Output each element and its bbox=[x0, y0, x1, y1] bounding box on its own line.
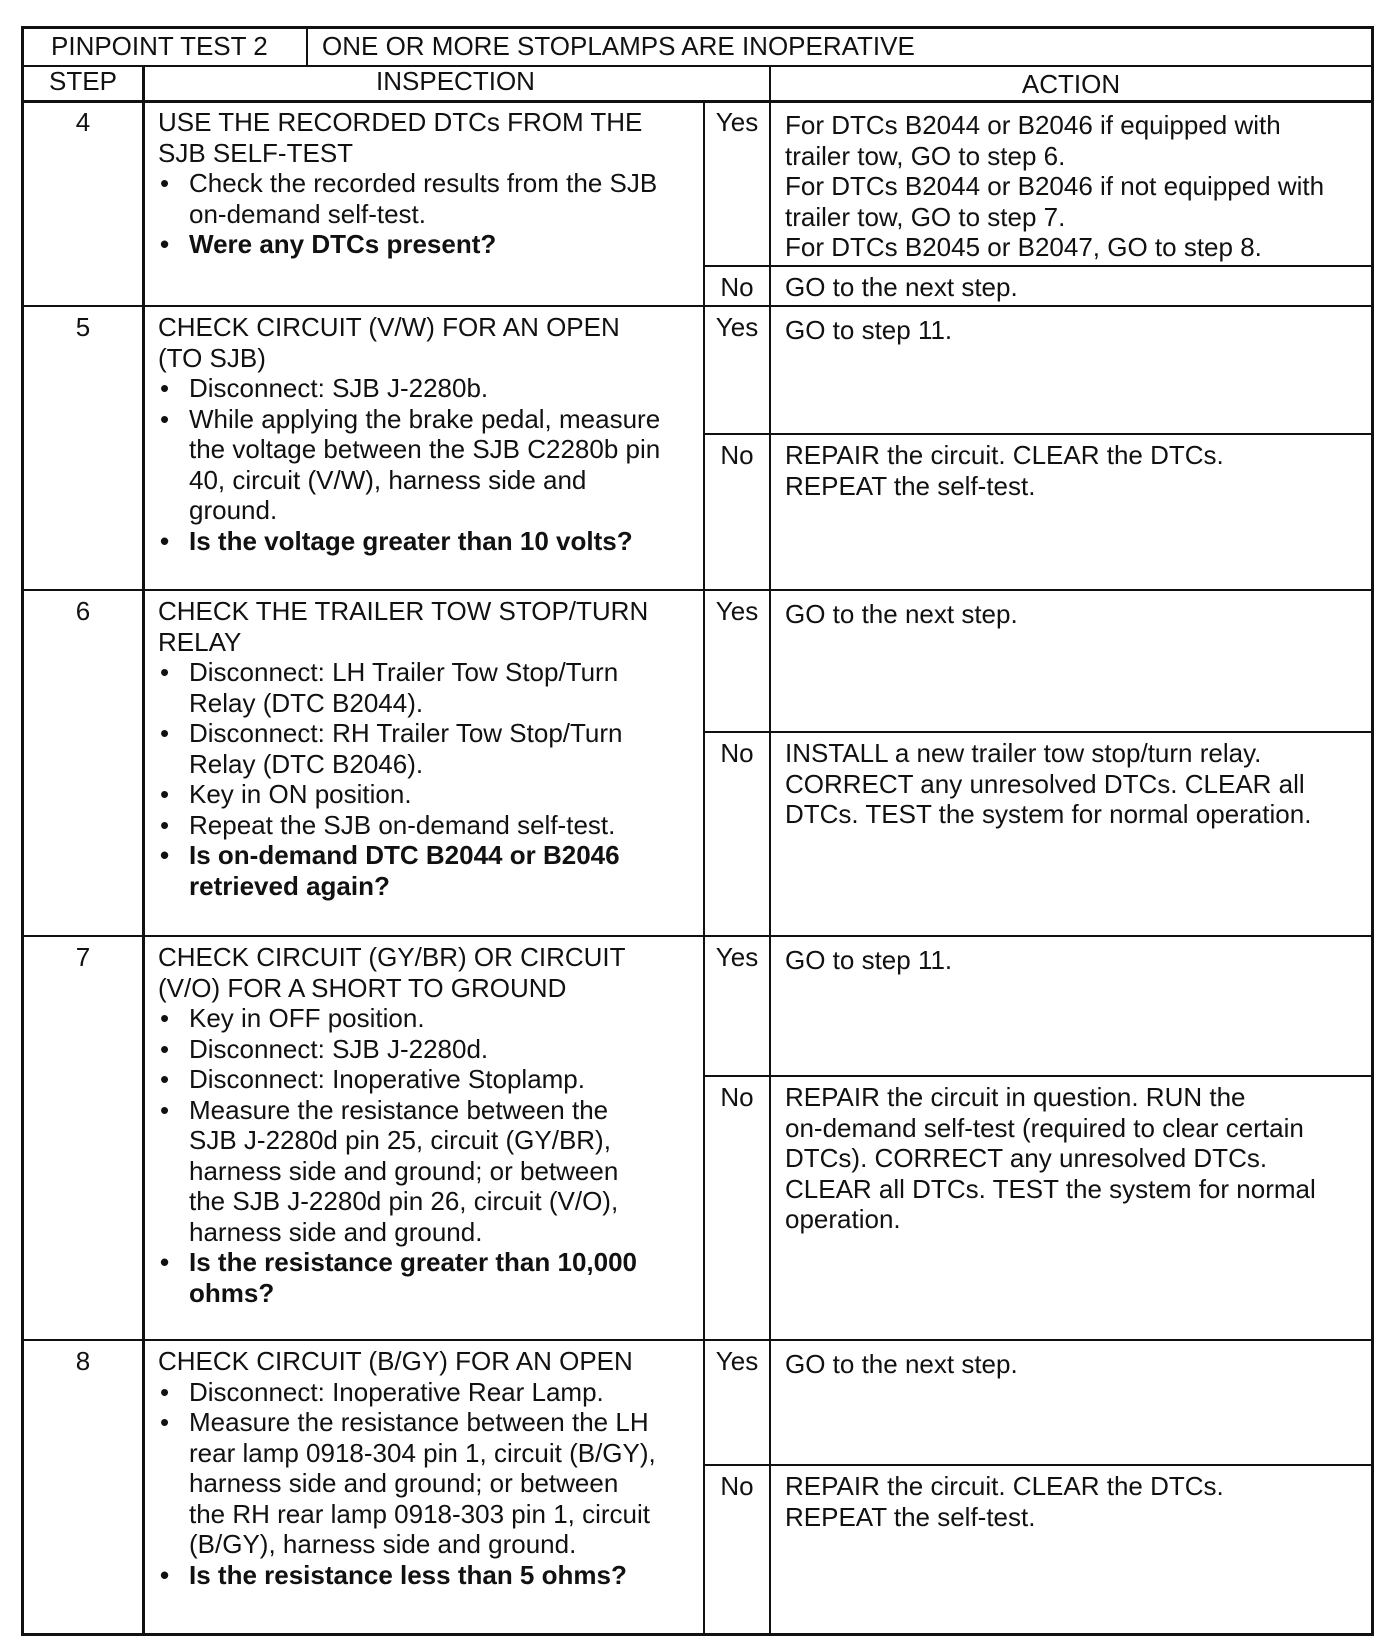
yes-action bbox=[785, 945, 952, 976]
rule-step-4-yes-no bbox=[703, 265, 1371, 267]
yes-action bbox=[785, 315, 952, 346]
inspection-title-line: CHECK CIRCUIT (V/W) FOR AN OPEN bbox=[158, 312, 620, 342]
bullet-line: ground. bbox=[189, 495, 278, 525]
inspection-bullets bbox=[158, 373, 660, 556]
bullet-line: • Is the resistance less than 5 ohms? bbox=[189, 1559, 627, 1590]
pinpoint-test-table bbox=[21, 26, 1374, 1636]
bullet-line: • Check the recorded results from the SJB bbox=[189, 168, 658, 198]
rule-title-divider bbox=[306, 29, 308, 65]
bullet-line: • Disconnect: RH Trailer Tow Stop/Turn bbox=[189, 718, 623, 748]
bullet-line: the SJB J-2280d pin 26, circuit (V/O), bbox=[189, 1186, 619, 1216]
bullet-line: rear lamp 0918-304 pin 1, circuit (B/GY), bbox=[189, 1437, 656, 1468]
yes-action-line: GO to the next step. bbox=[785, 1349, 1018, 1379]
bullet-line: • Disconnect: SJB J-2280d. bbox=[189, 1033, 489, 1064]
yes-action-line: trailer tow, GO to step 7. bbox=[785, 201, 1066, 232]
rule-step-7-yes-no bbox=[703, 1075, 1371, 1077]
rule-action-column bbox=[769, 65, 771, 1633]
inspection-question bbox=[158, 1560, 656, 1591]
inspection-bullet bbox=[158, 168, 657, 229]
bullet-line: (B/GY), harness side and ground. bbox=[189, 1529, 577, 1559]
inspection-question bbox=[158, 526, 660, 557]
inspection-bullet bbox=[158, 779, 648, 810]
no-label: No bbox=[720, 1082, 754, 1112]
inspection-bullet bbox=[158, 810, 648, 841]
inspection-title-line: CHECK CIRCUIT (GY/BR) OR CIRCUIT bbox=[158, 942, 626, 972]
bullet-line: • Repeat the SJB on-demand self-test. bbox=[189, 809, 616, 840]
inspection-title-line: CHECK THE TRAILER TOW STOP/TURN bbox=[158, 596, 649, 626]
yes-action bbox=[785, 110, 1324, 263]
inspection-bullet bbox=[158, 657, 648, 718]
column-header-action: ACTION bbox=[1021, 69, 1121, 99]
no-action bbox=[785, 1082, 1316, 1235]
rule-step-7-bottom bbox=[24, 1339, 1371, 1341]
yes-action-line: For DTCs B2044 or B2046 if not equipped with bbox=[785, 171, 1325, 201]
bullet-line: • Key in ON position. bbox=[189, 779, 412, 809]
yes-label: Yes bbox=[715, 942, 759, 972]
inspection-bullets bbox=[158, 1003, 637, 1308]
rule-step-6-yes-no bbox=[703, 731, 1371, 733]
inspection-bullet bbox=[158, 1407, 656, 1560]
yes-action-line: For DTCs B2045 or B2047, GO to step 8. bbox=[785, 232, 1262, 262]
step-number: 8 bbox=[75, 1346, 91, 1376]
no-action-line: DTCs. TEST the system for normal operation. bbox=[785, 799, 1312, 829]
bullet-line: Relay (DTC B2044). bbox=[189, 687, 424, 718]
no-action-line: REPEAT the self-test. bbox=[785, 1501, 1036, 1532]
bullet-line: • Measure the resistance between the bbox=[189, 1094, 609, 1125]
no-label: No bbox=[720, 738, 754, 768]
no-action-line: on-demand self-test (required to clear certain bbox=[785, 1112, 1304, 1143]
inspection-bullet bbox=[158, 1377, 656, 1408]
inspection-cell bbox=[158, 596, 648, 901]
no-action-line: INSTALL a new trailer tow stop/turn relay. bbox=[785, 738, 1262, 768]
no-label: No bbox=[720, 272, 754, 302]
yes-label: Yes bbox=[715, 1346, 759, 1376]
bullet-line: • Key in OFF position. bbox=[189, 1003, 425, 1033]
column-header-step: STEP bbox=[49, 66, 117, 96]
inspection-question bbox=[158, 229, 657, 260]
no-action bbox=[785, 738, 1311, 830]
inspection-bullet bbox=[158, 1095, 637, 1248]
inspection-title-line: CHECK CIRCUIT (B/GY) FOR AN OPEN bbox=[158, 1346, 633, 1376]
inspection-cell bbox=[158, 107, 657, 260]
inspection-title-line: SJB SELF-TEST bbox=[158, 137, 354, 168]
inspection-bullets bbox=[158, 168, 657, 260]
inspection-title-line: (V/O) FOR A SHORT TO GROUND bbox=[158, 972, 567, 1003]
inspection-bullets bbox=[158, 657, 648, 901]
rule-step-column bbox=[142, 65, 145, 1633]
no-action bbox=[785, 272, 1018, 303]
no-action-line: operation. bbox=[785, 1204, 901, 1234]
yes-action bbox=[785, 1349, 1018, 1380]
bullet-line: Relay (DTC B2046). bbox=[189, 748, 424, 779]
rule-step-8-yes-no bbox=[703, 1464, 1371, 1466]
column-header-inspection: INSPECTION bbox=[376, 66, 535, 96]
rule-step-5-yes-no bbox=[703, 433, 1371, 435]
bullet-line: • While applying the brake pedal, measure bbox=[189, 403, 661, 434]
rule-step-6-bottom bbox=[24, 935, 1371, 937]
inspection-question bbox=[158, 1247, 637, 1308]
no-action-line: DTCs). CORRECT any unresolved DTCs. bbox=[785, 1143, 1268, 1173]
step-number: 7 bbox=[75, 942, 91, 972]
step-number: 4 bbox=[75, 107, 91, 137]
yes-action-line: GO to step 11. bbox=[785, 315, 953, 345]
no-action-line: GO to the next step. bbox=[785, 272, 1018, 302]
bullet-line: ohms? bbox=[189, 1277, 275, 1308]
yes-label: Yes bbox=[715, 596, 759, 626]
bullet-line: 40, circuit (V/W), harness side and bbox=[189, 464, 587, 495]
inspection-bullet bbox=[158, 404, 660, 526]
test-title: ONE OR MORE STOPLAMPS ARE INOPERATIVE bbox=[322, 31, 915, 61]
inspection-title-line: RELAY bbox=[158, 626, 242, 657]
yes-action-line: GO to the next step. bbox=[785, 599, 1018, 629]
no-action-line: REPEAT the self-test. bbox=[785, 470, 1036, 501]
no-action-line: CORRECT any unresolved DTCs. CLEAR all bbox=[785, 768, 1305, 799]
inspection-title-line: (TO SJB) bbox=[158, 342, 266, 373]
inspection-bullet bbox=[158, 373, 660, 404]
bullet-line: the RH rear lamp 0918-303 pin 1, circuit bbox=[189, 1498, 651, 1529]
inspection-cell bbox=[158, 312, 660, 556]
yes-label: Yes bbox=[715, 107, 759, 137]
yes-action bbox=[785, 599, 1018, 630]
inspection-bullet bbox=[158, 1064, 637, 1095]
bullet-line: harness side and ground; or between bbox=[189, 1468, 619, 1498]
bullet-line: the voltage between the SJB C2280b pin bbox=[189, 434, 661, 464]
bullet-line: • Disconnect: SJB J-2280b. bbox=[189, 373, 489, 403]
no-action bbox=[785, 440, 1224, 501]
bullet-line: • Disconnect: Inoperative Rear Lamp. bbox=[189, 1376, 604, 1407]
rule-step-4-bottom bbox=[24, 305, 1371, 307]
no-label: No bbox=[720, 1471, 754, 1501]
inspection-cell bbox=[158, 942, 637, 1308]
no-action bbox=[785, 1471, 1224, 1532]
bullet-line: on-demand self-test. bbox=[189, 198, 427, 229]
yes-label: Yes bbox=[715, 312, 759, 342]
rule-step-5-bottom bbox=[24, 589, 1371, 591]
yes-action-line: For DTCs B2044 or B2046 if equipped with bbox=[785, 110, 1281, 140]
bullet-line: • Is the voltage greater than 10 volts? bbox=[189, 525, 633, 556]
inspection-bullet bbox=[158, 1034, 637, 1065]
bullet-line: • Were any DTCs present? bbox=[189, 229, 497, 259]
bullet-line: SJB J-2280d pin 25, circuit (GY/BR), bbox=[189, 1125, 611, 1155]
rule-columns-bottom bbox=[24, 100, 1371, 103]
no-label: No bbox=[720, 440, 754, 470]
inspection-title-line: USE THE RECORDED DTCs FROM THE bbox=[158, 107, 643, 137]
bullet-line: • Is on-demand DTC B2044 or B2046 bbox=[189, 840, 620, 870]
inspection-question bbox=[158, 840, 648, 901]
bullet-line: • Measure the resistance between the LH bbox=[189, 1407, 649, 1437]
inspection-bullet bbox=[158, 1003, 637, 1034]
yes-action-line: GO to step 11. bbox=[785, 945, 953, 975]
no-action-line: REPAIR the circuit. CLEAR the DTCs. bbox=[785, 440, 1224, 470]
no-action-line: CLEAR all DTCs. TEST the system for normal bbox=[785, 1173, 1316, 1204]
bullet-line: • Disconnect: Inoperative Stoplamp. bbox=[189, 1064, 585, 1094]
step-number: 6 bbox=[75, 596, 91, 626]
inspection-bullets bbox=[158, 1377, 656, 1591]
bullet-line: harness side and ground. bbox=[189, 1216, 483, 1247]
inspection-cell bbox=[158, 1346, 656, 1590]
yes-action-line: trailer tow, GO to step 6. bbox=[785, 140, 1066, 171]
step-number: 5 bbox=[75, 312, 91, 342]
bullet-line: • Disconnect: LH Trailer Tow Stop/Turn bbox=[189, 657, 619, 687]
no-action-line: REPAIR the circuit in question. RUN the bbox=[785, 1082, 1246, 1112]
no-action-line: REPAIR the circuit. CLEAR the DTCs. bbox=[785, 1471, 1224, 1501]
test-id: PINPOINT TEST 2 bbox=[51, 31, 268, 61]
bullet-line: retrieved again? bbox=[189, 870, 390, 901]
inspection-bullet bbox=[158, 718, 648, 779]
bullet-line: • Is the resistance greater than 10,000 bbox=[189, 1247, 638, 1277]
bullet-line: harness side and ground; or between bbox=[189, 1155, 619, 1186]
